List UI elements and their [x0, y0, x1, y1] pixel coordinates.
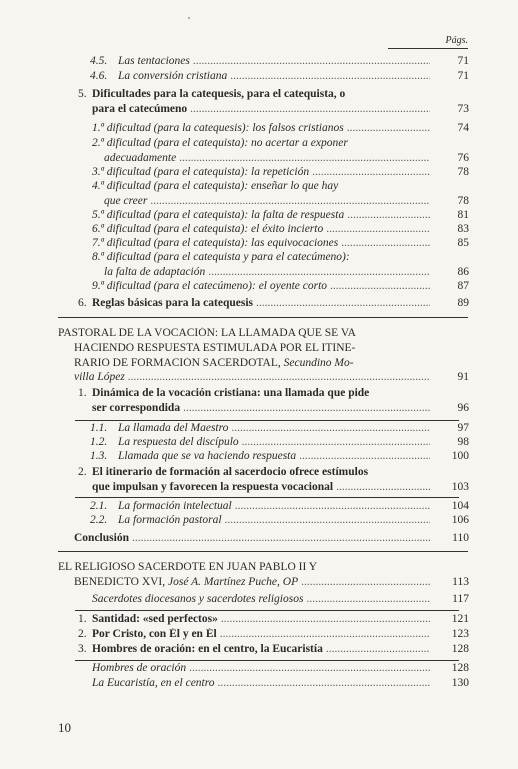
entry-page: 73 — [457, 103, 469, 115]
entry-title-line2: para el catecúmeno — [92, 103, 188, 115]
entry-number: 2.1. — [90, 500, 108, 512]
section-author: Secundino Mo- — [283, 357, 354, 369]
entry-page: 71 — [457, 70, 469, 82]
entry-title: 9.ª dificultad (para el catecúmeno): el oyente corto — [92, 280, 328, 292]
entry-number: 4.5. — [90, 55, 108, 67]
section-title-line1: EL RELIGIOSO SACERDOTE EN JUAN PABLO II Y — [58, 561, 318, 573]
entry-title-line2: adecuadamente — [104, 152, 177, 164]
entry-page: 123 — [451, 628, 469, 640]
leader-dots — [128, 371, 430, 384]
entry-title: La llamada del Maestro — [118, 422, 229, 434]
entry-page: 71 — [457, 55, 469, 67]
leader-dots — [225, 514, 430, 527]
entry-page: 104 — [451, 500, 469, 512]
leader-dots — [183, 402, 430, 415]
leader-dots — [330, 280, 430, 293]
entry-title: Llamada que se va haciendo respuesta — [118, 450, 297, 462]
entry-title: Santidad: «sed perfectos» — [92, 613, 218, 625]
leader-dots — [347, 122, 430, 135]
subsection-divider — [75, 660, 459, 661]
leader-dots — [341, 237, 430, 250]
section-title-line1: PASTORAL DE LA VOCACIÓN: LA LLAMADA QUE SE VA — [58, 327, 356, 339]
entry-page: 78 — [457, 195, 469, 207]
leader-dots — [299, 450, 430, 463]
entry-page: 117 — [452, 593, 469, 605]
entry-title: Reglas básicas para la catequesis — [92, 297, 253, 309]
entry-number: 1. — [78, 387, 87, 399]
subsection-divider — [75, 610, 459, 611]
leader-dots — [132, 532, 430, 545]
entry-page: 97 — [457, 422, 469, 434]
leader-dots — [256, 297, 430, 310]
subsection-divider — [75, 420, 459, 421]
leader-dots — [326, 643, 430, 656]
entry-number: 1. — [78, 613, 87, 625]
entry-page: 103 — [451, 481, 469, 493]
entry-number: 5. — [78, 88, 87, 100]
entry-number: 2. — [78, 628, 87, 640]
entry-title-line2: que creer — [104, 195, 148, 207]
entry-number: 1.2. — [90, 436, 108, 448]
leader-dots — [242, 436, 430, 449]
leader-dots — [220, 628, 430, 641]
section-author-cont: villa López — [74, 371, 125, 383]
entry-page: 78 — [457, 166, 469, 178]
entry-page: 83 — [457, 223, 469, 235]
section-title-line3: RARIO DE FORMACIÓN SACERDOTAL, Secundino Mo- — [74, 357, 354, 369]
entry-page: 113 — [452, 576, 469, 588]
entry-title: La formación pastoral — [118, 514, 222, 526]
entry-title: Hombres de oración: en el centro, la Eucaristía — [92, 643, 323, 655]
leader-dots — [301, 576, 430, 589]
entry-page: 81 — [457, 209, 469, 221]
entry-title: 5.ª dificultad (para el catequista): la falta de respuesta — [92, 209, 345, 221]
entry-title-line2: que impulsan y favorecen la respuesta vocacional — [92, 481, 334, 493]
entry-number: 2.2. — [90, 514, 108, 526]
subsection-divider — [75, 497, 459, 498]
leader-dots — [193, 55, 430, 68]
leader-dots — [336, 481, 430, 494]
entry-page: 91 — [457, 371, 469, 383]
entry-page: 106 — [451, 514, 469, 526]
entry-title: 1.ª dificultad (para la catequesis): los falsos cristianos — [92, 122, 344, 134]
leader-dots — [190, 103, 430, 116]
leader-dots — [306, 593, 430, 606]
leader-dots — [208, 266, 430, 279]
leader-dots — [189, 662, 430, 675]
entry-title-line1: El itinerario de formación al sacerdocio ofrece estímulos — [92, 466, 369, 478]
pages-column-header: Págs. — [388, 35, 468, 49]
entry-page: 100 — [451, 450, 469, 462]
entry-title-line2: la falta de adaptación — [104, 266, 206, 278]
leader-dots — [221, 613, 430, 626]
entry-page: 85 — [457, 237, 469, 249]
leader-dots — [326, 223, 430, 236]
entry-number: 2. — [78, 466, 87, 478]
entry-page: 76 — [457, 152, 469, 164]
entry-page: 130 — [451, 677, 469, 689]
entry-title: La Eucaristía, en el centro — [92, 677, 215, 689]
entry-title: Sacerdotes diocesanos y sacerdotes religiosos — [92, 593, 304, 605]
entry-title-line1: Dinámica de la vocación cristiana: una llamada que pide — [92, 387, 370, 399]
section-divider — [58, 551, 468, 552]
leader-dots — [312, 166, 430, 179]
entry-title: La conversión cristiana — [118, 70, 228, 82]
entry-title: Por Cristo, con Él y en Él — [92, 628, 217, 640]
entry-page: 128 — [451, 662, 469, 674]
entry-number: 1.1. — [90, 422, 108, 434]
leader-dots — [347, 209, 430, 222]
entry-page: 89 — [457, 297, 469, 309]
entry-title: 3.ª dificultad (para el catequista): la repetición — [92, 166, 310, 178]
page-number: 10 — [58, 720, 71, 735]
entry-page: 87 — [457, 280, 469, 292]
entry-page: 86 — [457, 266, 469, 278]
entry-title: Las tentaciones — [118, 55, 190, 67]
section-divider — [58, 317, 468, 318]
entry-number: 1.3. — [90, 450, 108, 462]
leader-dots — [218, 677, 430, 690]
entry-title-line1: Dificultades para la catequesis, para el catequista, o — [92, 88, 346, 100]
entry-title-line1: 2.ª dificultad (para el catequista): no acertar a exponer — [92, 137, 348, 149]
entry-page: 96 — [457, 402, 469, 414]
leader-dots — [150, 195, 430, 208]
entry-page: 128 — [451, 643, 469, 655]
entry-title-line2: ser correspondida — [92, 402, 181, 414]
entry-page: 110 — [452, 532, 469, 544]
entry-title: 6.ª dificultad (para el catequista): el éxito incierto — [92, 223, 324, 235]
leader-dots — [230, 70, 430, 83]
entry-title: 7.ª dificultad (para el catequista): las equivocaciones — [92, 237, 339, 249]
entry-title: Hombres de oración — [92, 662, 187, 674]
entry-title: Conclusión — [74, 532, 129, 544]
entry-page: 98 — [457, 436, 469, 448]
section-author: José A. Martínez Puche, OP — [168, 576, 299, 588]
section-title-line2: BENEDICTO XVI, José A. Martínez Puche, OP — [74, 576, 299, 588]
leader-dots — [179, 152, 430, 165]
entry-title: La formación intelectual — [118, 500, 232, 512]
entry-title-line1: 8.ª dificultad (para el catequista y para el catecúmeno): — [92, 251, 350, 263]
leader-dots — [231, 422, 430, 435]
leader-dots — [235, 500, 430, 513]
speck-mark — [188, 17, 190, 19]
entry-title: La respuesta del discípulo — [118, 436, 239, 448]
entry-number: 6. — [78, 297, 87, 309]
entry-number: 4.6. — [90, 70, 108, 82]
entry-page: 74 — [457, 122, 469, 134]
entry-title-line1: 4.ª dificultad (para el catequista): enseñar lo que hay — [92, 180, 339, 192]
entry-number: 3. — [78, 643, 87, 655]
entry-page: 121 — [451, 613, 469, 625]
section-title-line2: HACIENDO RESPUESTA ESTIMULADA POR EL ITINE- — [74, 342, 356, 354]
